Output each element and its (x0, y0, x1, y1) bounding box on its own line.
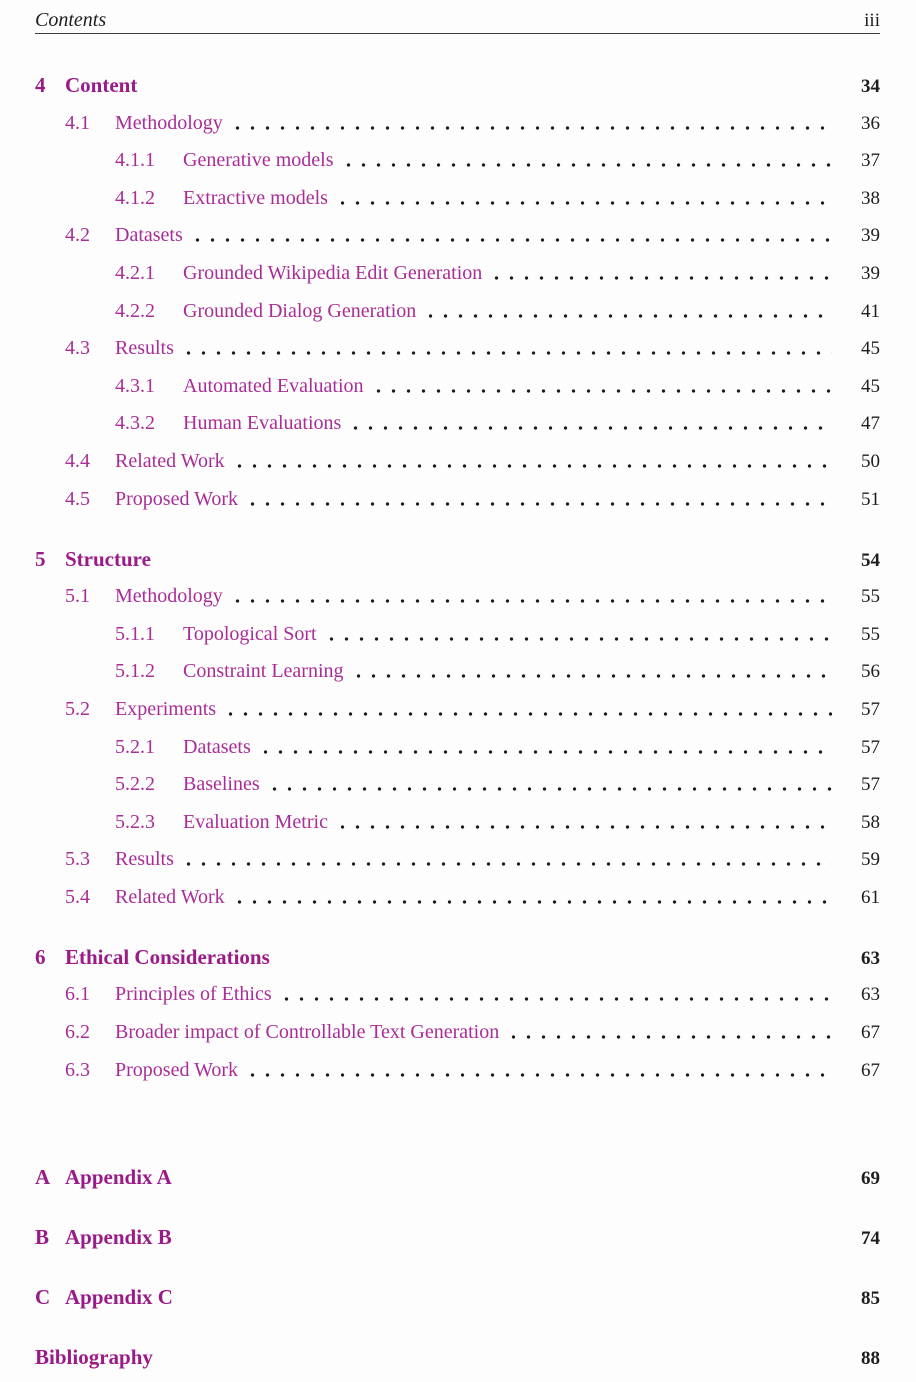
toc-entry-page: 56 (861, 661, 880, 683)
toc-group (35, 945, 880, 1083)
table-of-contents (35, 73, 880, 1370)
toc-entry-title: Principles of Ethics (115, 983, 272, 1006)
dot-leader (506, 1034, 832, 1040)
toc-entry-number: 5.2.1 (115, 735, 155, 758)
toc-entry-number: 4.1.1 (115, 149, 155, 172)
toc-entry-a[interactable] (35, 1165, 880, 1190)
header-title: Contents (35, 9, 107, 31)
toc-entry-5-2-3[interactable] (35, 810, 880, 835)
toc-entry-b[interactable] (35, 1225, 880, 1250)
toc-entry-5-2-1[interactable] (35, 735, 880, 760)
toc-entry-6-1[interactable] (35, 982, 880, 1007)
toc-entry-title: Appendix C (65, 1284, 173, 1309)
toc-entry-page: 59 (861, 849, 880, 871)
toc-entry-title: Appendix B (65, 1224, 172, 1249)
dot-leader (371, 388, 832, 394)
dot-leader (181, 350, 832, 356)
toc-entry-title: Human Evaluations (183, 412, 342, 435)
toc-entry-title: Results (115, 848, 174, 871)
toc-entry-page: 39 (861, 225, 880, 247)
dot-leader (223, 711, 832, 717)
toc-entry-title: Proposed Work (115, 487, 239, 510)
toc-entry-number: 5.4 (65, 885, 90, 908)
toc-entry-title: Ethical Considerations (65, 944, 270, 969)
toc-entry-page: 67 (861, 1022, 880, 1044)
toc-entry-title: Appendix A (65, 1164, 172, 1189)
toc-entry-5-3[interactable] (35, 847, 880, 872)
toc-entry-5-1-2[interactable] (35, 659, 880, 684)
toc-entry-page: 67 (861, 1059, 880, 1081)
toc-entry-number: 4.1.2 (115, 186, 155, 209)
toc-entry-title: Broader impact of Controllable Text Generation (115, 1021, 500, 1044)
dot-leader (324, 636, 832, 642)
toc-group (35, 547, 880, 910)
dot-leader (232, 899, 832, 905)
toc-entry-6-2[interactable] (35, 1020, 880, 1045)
toc-entry-page: 57 (861, 736, 880, 758)
toc-entry-number: 5.2 (65, 697, 90, 720)
toc-entry-number: 4.3.2 (115, 412, 155, 435)
toc-entry-title: Topological Sort (183, 622, 317, 645)
toc-entry-page: 50 (861, 450, 880, 472)
toc-entry-4-2[interactable] (35, 223, 880, 248)
toc-entry-title: Experiments (115, 697, 217, 720)
toc-entry-title: Grounded Wikipedia Edit Generation (183, 261, 483, 284)
toc-entry-title: Generative models (183, 149, 334, 172)
toc-entry-number: 5.3 (65, 848, 90, 871)
toc-entry-number: 5.2.3 (115, 810, 155, 833)
toc-entry-number: 4.5 (65, 487, 90, 510)
toc-entry-title: Automated Evaluation (183, 374, 364, 397)
toc-entry-4[interactable] (35, 73, 880, 98)
toc-entry-title: Bibliography (35, 1344, 153, 1369)
toc-entry-title: Grounded Dialog Generation (183, 299, 417, 322)
toc-entry-title: Structure (65, 546, 151, 571)
toc-entry-page: 36 (861, 112, 880, 134)
toc-entry-4-4[interactable] (35, 449, 880, 474)
toc-entry-5-1-1[interactable] (35, 622, 880, 647)
toc-entry-page: 55 (861, 623, 880, 645)
toc-entry-title: Datasets (115, 224, 183, 247)
toc-entry-title: Constraint Learning (183, 660, 344, 683)
toc-entry-page: 85 (861, 1287, 880, 1309)
toc-entry-title: Methodology (115, 111, 223, 134)
toc-entry-number: 4 (35, 73, 46, 97)
toc-entry-6[interactable] (35, 945, 880, 970)
toc-entry-title: Related Work (115, 885, 225, 908)
toc-entry-number: 4.4 (65, 449, 90, 472)
toc-entry-number: 5.2.2 (115, 773, 155, 796)
toc-entry-c[interactable] (35, 1285, 880, 1310)
dot-leader (258, 749, 832, 755)
toc-entry-number: 6 (35, 944, 46, 969)
toc-entry-5-2-2[interactable] (35, 772, 880, 797)
toc-group (35, 1225, 880, 1250)
toc-entry-page: 45 (861, 375, 880, 397)
dot-leader (190, 237, 832, 243)
toc-entry-title: Methodology (115, 585, 223, 608)
toc-entry-4-1[interactable] (35, 111, 880, 136)
toc-entry-page: 57 (861, 774, 880, 796)
toc-entry-4-3-1[interactable] (35, 374, 880, 399)
toc-entry-page: 45 (861, 338, 880, 360)
header-page-number: iii (864, 10, 880, 31)
toc-entry-page: 51 (861, 488, 880, 510)
toc-entry-4-5[interactable] (35, 487, 880, 512)
toc-entry-title: Results (115, 337, 174, 360)
toc-entry-number: 4.3 (65, 337, 90, 360)
toc-entry-page: 47 (861, 413, 880, 435)
dot-leader (230, 598, 832, 604)
dot-leader (245, 501, 832, 507)
toc-entry-page: 54 (861, 549, 880, 571)
toc-entry-page: 63 (861, 947, 880, 969)
toc-group (35, 1285, 880, 1310)
toc-group (35, 73, 880, 512)
toc-entry-5-2[interactable] (35, 697, 880, 722)
toc-entry-number: 4.2 (65, 224, 90, 247)
toc-entry-4-3-2[interactable] (35, 411, 880, 436)
toc-entry-number: 4.1 (65, 111, 90, 134)
toc-entry-title: Baselines (183, 773, 260, 796)
toc-entry-page: 34 (861, 76, 880, 97)
toc-entry-page: 88 (861, 1347, 880, 1369)
toc-entry-number: 4.2.2 (115, 299, 155, 322)
toc-entry-title: Datasets (183, 735, 251, 758)
toc-entry-page: 74 (861, 1227, 880, 1249)
toc-entry-page: 55 (861, 586, 880, 608)
toc-entry-number: 6.3 (65, 1058, 90, 1081)
dot-leader (351, 673, 832, 679)
toc-entry-title: Content (65, 73, 138, 97)
toc-entry-number: 4.3.1 (115, 374, 155, 397)
toc-entry-4-2-1[interactable] (35, 261, 880, 286)
toc-entry-page: 38 (861, 187, 880, 209)
dot-leader (181, 861, 832, 867)
toc-entry-page: 39 (861, 262, 880, 284)
toc-entry-number: A (35, 1164, 51, 1189)
toc-entry-title: Related Work (115, 449, 225, 472)
toc-entry-title: Extractive models (183, 186, 328, 209)
dot-leader (232, 463, 832, 469)
dot-leader (267, 786, 832, 792)
toc-entry-number: 5 (35, 546, 46, 571)
toc-entry-page: 57 (861, 698, 880, 720)
dot-leader (341, 162, 833, 168)
toc-entry-5-4[interactable] (35, 885, 880, 910)
toc-entry-page: 63 (861, 984, 880, 1006)
dot-leader (423, 313, 832, 319)
toc-entry-6-3[interactable] (35, 1058, 880, 1083)
toc-entry-page: 41 (861, 300, 880, 322)
toc-group (35, 1345, 880, 1370)
toc-entry-bibliography[interactable] (35, 1345, 880, 1370)
dot-leader (279, 996, 832, 1002)
toc-entry-number: B (35, 1224, 50, 1249)
toc-entry-4-1-2[interactable] (35, 186, 880, 211)
toc-entry-number: 5.1 (65, 585, 90, 608)
toc-entry-page: 61 (861, 886, 880, 908)
dot-leader (335, 824, 832, 830)
toc-entry-number: 6.1 (65, 983, 90, 1006)
toc-entry-page: 69 (861, 1167, 880, 1189)
toc-group (35, 1165, 880, 1190)
dot-leader (489, 275, 832, 281)
toc-entry-title: Evaluation Metric (183, 810, 328, 833)
dot-leader (230, 125, 832, 131)
toc-entry-4-2-2[interactable] (35, 299, 880, 324)
page-header (35, 10, 880, 34)
toc-entry-number: C (35, 1284, 51, 1309)
toc-entry-number: 5.1.2 (115, 660, 155, 683)
toc-entry-number: 6.2 (65, 1021, 90, 1044)
toc-entry-4-3[interactable] (35, 336, 880, 361)
dot-leader (335, 200, 832, 206)
toc-entry-page: 37 (861, 150, 880, 172)
toc-entry-number: 5.1.1 (115, 622, 155, 645)
dot-leader (348, 425, 832, 431)
toc-entry-5-1[interactable] (35, 584, 880, 609)
dot-leader (245, 1072, 832, 1078)
toc-entry-title: Proposed Work (115, 1058, 239, 1081)
toc-entry-5[interactable] (35, 547, 880, 572)
toc-entry-number: 4.2.1 (115, 261, 155, 284)
toc-entry-4-1-1[interactable] (35, 148, 880, 173)
toc-entry-page: 58 (861, 811, 880, 833)
